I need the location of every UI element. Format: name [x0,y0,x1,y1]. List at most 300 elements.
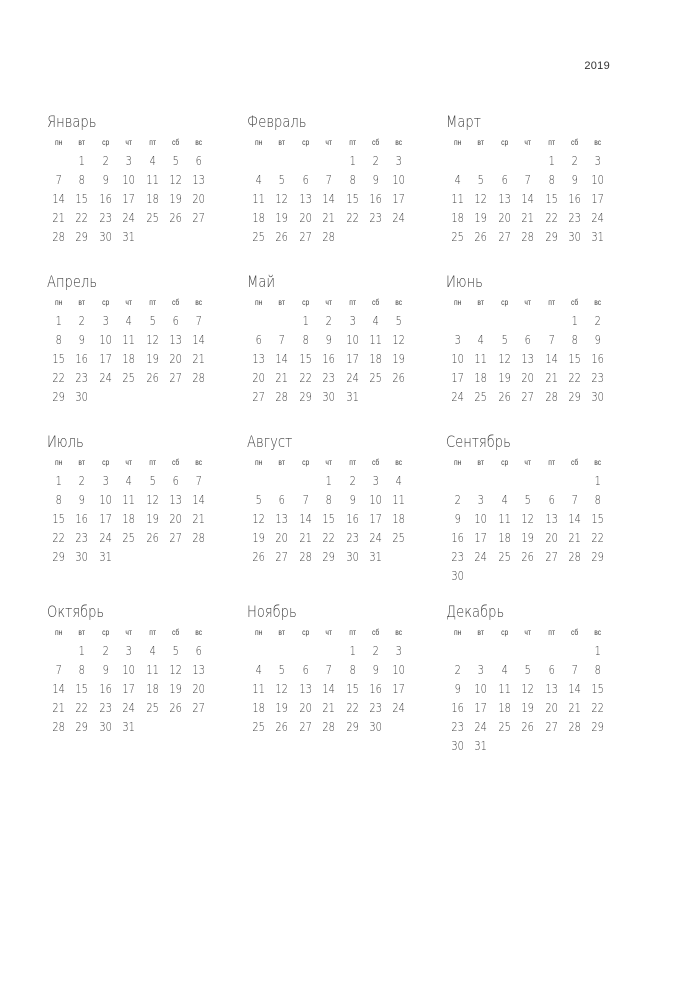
weekday-label: пт [148,138,156,147]
day-cell: 4 [149,644,156,658]
day-cell: 2 [454,493,461,507]
month-name: Март [446,112,481,131]
day-cell: 12 [474,192,488,206]
day-cell [166,228,185,247]
day-cell: 28 [299,550,312,564]
weekday-header [47,134,217,151]
day-cell: 21 [299,531,312,545]
day-cell: 18 [122,352,136,366]
day-cell: 29 [544,230,558,244]
week-row [47,350,217,369]
day-cell: 10 [392,173,406,187]
day-cell: 14 [322,192,336,206]
day-cell: 5 [255,493,262,507]
week-row [47,491,217,510]
day-cell: 27 [521,390,535,404]
day-cell: 5 [524,663,531,677]
week-row [446,737,616,756]
month-block [247,430,417,567]
day-cell: 17 [474,531,488,545]
day-cell: 19 [145,512,159,526]
day-cell: 6 [302,173,309,187]
day-cell: 20 [498,211,511,225]
month-name: Октябрь [47,602,105,621]
day-cell: 5 [172,154,179,168]
day-cell: 16 [75,352,89,366]
day-cell: 3 [395,644,403,658]
day-cell: 12 [145,333,159,347]
week-row [446,228,616,247]
month-name: Апрель [47,272,98,291]
day-cell: 20 [544,701,558,715]
day-cell: 7 [302,493,309,507]
day-cell: 10 [122,663,136,677]
month-name: Ноябрь [247,602,297,621]
day-cell: 13 [275,512,289,526]
day-cell: 17 [392,192,406,206]
weekday-label: чт [125,628,133,637]
day-cell: 26 [521,550,535,564]
day-cell: 20 [275,531,289,545]
day-cell: 7 [325,663,332,677]
day-cell: 11 [369,333,382,347]
month-block [47,600,217,737]
day-cell: 27 [299,720,312,734]
day-cell [448,642,467,661]
day-cell: 7 [195,314,203,328]
weekday-label: ср [500,138,509,147]
day-cell: 5 [477,173,485,187]
day-cell: 24 [122,701,136,715]
day-cell: 30 [451,739,464,753]
day-cell: 4 [501,493,508,507]
day-cell: 6 [195,154,203,168]
day-cell: 4 [125,474,132,488]
day-cell: 24 [474,550,488,564]
day-cell: 27 [299,230,312,244]
day-cell [542,312,561,331]
day-cell: 9 [571,173,578,187]
day-cell: 20 [521,371,535,385]
week-row [247,472,417,491]
day-cell: 1 [571,314,578,328]
weekday-label: вт [477,628,485,637]
day-cell [319,152,338,171]
day-cell: 16 [591,352,605,366]
week-row [47,331,217,350]
day-cell: 7 [195,474,203,488]
day-cell: 14 [568,682,581,696]
weekday-label: ср [101,298,110,307]
week-row [446,567,616,586]
day-cell: 9 [372,173,379,187]
day-cell: 7 [55,663,62,677]
week-row [446,369,616,388]
day-cell: 23 [322,371,336,385]
week-row [446,642,616,661]
week-row [247,228,417,247]
day-cell [389,718,408,737]
day-cell [119,548,138,567]
day-cell: 21 [192,512,206,526]
day-cell: 14 [192,493,206,507]
week-row [47,190,217,209]
day-cell: 23 [75,371,89,385]
day-cell: 21 [521,211,535,225]
day-cell: 14 [52,682,65,696]
day-cell [272,642,291,661]
day-cell: 30 [451,569,464,583]
day-cell: 5 [501,333,508,347]
day-cell: 28 [568,720,581,734]
day-cell: 27 [169,531,182,545]
day-cell [542,737,561,756]
day-cell [389,548,408,567]
day-cell: 9 [102,173,109,187]
day-cell: 29 [75,230,89,244]
weekday-label: сб [171,138,180,147]
day-cell [249,312,268,331]
weekday-header [446,624,616,641]
day-cell: 18 [498,701,511,715]
day-cell: 3 [477,493,485,507]
day-cell: 30 [591,390,605,404]
weekday-label: пн [453,138,462,147]
day-cell: 10 [392,663,406,677]
day-cell: 8 [349,173,356,187]
week-row [446,171,616,190]
day-cell: 14 [192,333,206,347]
day-cell: 12 [521,682,535,696]
week-row [446,718,616,737]
day-cell: 28 [568,550,581,564]
weekday-label: вс [195,458,203,467]
month-block [247,110,417,247]
weekday-header [47,294,217,311]
day-cell: 28 [192,531,206,545]
day-cell: 28 [544,390,558,404]
day-cell: 6 [548,663,555,677]
day-cell: 30 [99,720,112,734]
day-cell: 3 [349,314,356,328]
weekday-label: пн [453,628,462,637]
day-cell: 10 [99,493,112,507]
day-cell: 11 [122,493,136,507]
day-cell: 31 [591,230,605,244]
day-cell: 26 [169,701,182,715]
day-cell: 25 [252,720,265,734]
day-cell [542,472,561,491]
weekday-label: пн [254,628,263,637]
weekday-label: вс [594,458,602,467]
day-cell: 27 [275,550,289,564]
day-cell: 3 [125,154,132,168]
day-cell: 3 [395,154,403,168]
day-cell [166,718,185,737]
week-row [446,472,616,491]
weekday-label: сб [371,138,380,147]
day-cell: 3 [125,644,132,658]
day-cell: 15 [52,352,65,366]
week-row [247,388,417,407]
weekday-label: пн [54,458,63,467]
day-cell: 16 [369,682,382,696]
day-cell: 18 [145,192,159,206]
day-cell: 9 [594,333,602,347]
weekday-label: пт [348,138,356,147]
day-cell [542,567,561,586]
day-cell: 25 [122,531,136,545]
month-block [47,430,217,567]
day-cell: 16 [451,531,464,545]
day-cell: 27 [544,720,558,734]
week-row [446,680,616,699]
weekday-label: вс [395,458,403,467]
day-cell: 28 [192,371,206,385]
day-cell: 15 [299,352,312,366]
day-cell: 21 [322,701,336,715]
weekday-label: чт [125,458,133,467]
weekday-label: пт [547,138,555,147]
day-cell: 28 [275,390,289,404]
day-cell: 3 [594,154,602,168]
day-cell [49,152,68,171]
day-cell: 23 [369,211,382,225]
day-cell: 19 [474,211,488,225]
day-cell: 6 [172,474,179,488]
day-cell: 14 [299,512,312,526]
day-cell: 16 [99,682,112,696]
weekday-label: сб [371,298,380,307]
weekday-label: чт [524,628,532,637]
day-cell [565,737,584,756]
month-name: Январь [47,112,97,131]
day-cell [389,228,408,247]
day-cell [296,642,315,661]
day-cell: 15 [568,352,581,366]
day-cell: 6 [172,314,179,328]
day-cell: 28 [52,720,65,734]
day-cell: 17 [591,192,605,206]
day-cell [166,388,185,407]
day-cell [518,567,537,586]
week-row [446,209,616,228]
day-cell: 18 [392,512,406,526]
day-cell: 31 [369,550,382,564]
week-row [47,718,217,737]
day-cell: 30 [369,720,382,734]
day-cell: 8 [594,663,602,677]
weekday-label: вт [78,458,86,467]
week-row [446,491,616,510]
weekday-header [247,294,417,311]
weekday-label: сб [371,628,380,637]
day-cell [518,472,537,491]
day-cell [319,642,338,661]
day-cell: 21 [568,531,581,545]
week-row [47,472,217,491]
day-cell: 25 [498,720,511,734]
week-row [47,642,217,661]
day-cell: 25 [145,701,159,715]
day-cell: 19 [169,682,182,696]
week-row [247,718,417,737]
day-cell: 13 [544,682,558,696]
day-cell: 4 [477,333,485,347]
day-cell: 21 [568,701,581,715]
weekday-label: ср [500,458,509,467]
day-cell: 24 [591,211,605,225]
day-cell: 8 [302,333,309,347]
day-cell: 8 [594,493,602,507]
day-cell: 7 [571,663,578,677]
weekday-label: пт [547,458,555,467]
day-cell: 25 [145,211,159,225]
day-cell: 13 [544,512,558,526]
day-cell [495,472,514,491]
day-cell [495,737,514,756]
day-cell: 5 [395,314,403,328]
weekday-label: сб [570,628,579,637]
day-cell: 2 [571,154,578,168]
day-cell [448,152,467,171]
day-cell: 22 [52,371,65,385]
week-row [446,312,616,331]
day-cell [143,388,162,407]
day-cell: 25 [122,371,136,385]
day-cell [565,472,584,491]
day-cell: 30 [99,230,112,244]
day-cell: 26 [252,550,265,564]
weekday-label: пн [254,298,263,307]
day-cell: 5 [278,663,286,677]
day-cell: 2 [349,474,356,488]
day-cell: 9 [349,493,356,507]
day-cell: 27 [192,211,206,225]
weekday-label: пт [148,458,156,467]
week-row [247,312,417,331]
day-cell [588,567,607,586]
weekday-label: пн [254,458,263,467]
day-cell [471,152,490,171]
day-cell: 26 [498,390,511,404]
day-cell: 5 [524,493,531,507]
day-cell: 14 [521,192,535,206]
day-cell: 21 [52,701,65,715]
day-cell: 16 [451,701,464,715]
day-cell: 6 [524,333,531,347]
day-cell: 4 [395,474,403,488]
day-cell: 15 [591,682,605,696]
weekday-label: пн [54,298,63,307]
day-cell: 31 [122,720,136,734]
weekday-label: пт [148,298,156,307]
day-cell [249,152,268,171]
day-cell: 11 [474,352,488,366]
day-cell: 2 [372,644,379,658]
day-cell: 5 [149,474,156,488]
weekday-header [47,454,217,471]
day-cell [518,642,537,661]
day-cell: 30 [75,550,89,564]
weekday-label: вс [195,628,203,637]
day-cell [565,642,584,661]
month-name: Июнь [446,272,483,291]
day-cell: 12 [169,663,182,677]
month-block [446,430,616,586]
day-cell: 20 [299,701,312,715]
week-row [247,680,417,699]
day-cell: 6 [195,644,203,658]
day-cell: 17 [99,512,112,526]
weekday-label: ср [101,138,110,147]
day-cell: 5 [172,644,179,658]
day-cell [366,388,385,407]
day-cell [471,642,490,661]
day-cell: 4 [454,173,461,187]
weekday-label: пт [348,298,356,307]
day-cell: 2 [78,474,86,488]
day-cell: 4 [501,663,508,677]
day-cell: 8 [349,663,356,677]
day-cell [49,642,68,661]
day-cell: 10 [474,682,488,696]
day-cell: 29 [591,550,605,564]
day-cell: 12 [498,352,511,366]
weekday-label: пт [348,628,356,637]
week-row [247,529,417,548]
day-cell: 1 [78,154,86,168]
week-row [446,152,616,171]
day-cell [518,737,537,756]
week-row [247,510,417,529]
weekday-header [47,624,217,641]
month-name: Сентябрь [446,432,511,451]
day-cell: 20 [299,211,312,225]
day-cell: 10 [369,493,382,507]
day-cell: 5 [278,173,286,187]
day-cell: 29 [52,390,65,404]
day-cell: 22 [75,701,89,715]
day-cell: 26 [169,211,182,225]
day-cell: 4 [125,314,132,328]
day-cell: 15 [544,192,558,206]
weekday-label: вс [594,138,602,147]
day-cell: 4 [255,173,262,187]
weekday-label: пт [547,298,555,307]
weekday-label: сб [171,458,180,467]
day-cell: 9 [325,333,332,347]
day-cell: 24 [369,531,382,545]
week-row [47,661,217,680]
day-cell [96,388,115,407]
weekday-label: пн [254,138,263,147]
day-cell: 2 [454,663,461,677]
day-cell: 31 [99,550,112,564]
day-cell: 27 [544,550,558,564]
day-cell [495,567,514,586]
day-cell: 20 [544,531,558,545]
day-cell: 12 [521,512,535,526]
week-row [247,642,417,661]
day-cell: 15 [345,192,359,206]
day-cell: 20 [169,352,182,366]
day-cell: 23 [75,531,89,545]
day-cell: 19 [498,371,511,385]
day-cell: 15 [345,682,359,696]
day-cell: 6 [302,663,309,677]
day-cell: 22 [322,531,336,545]
